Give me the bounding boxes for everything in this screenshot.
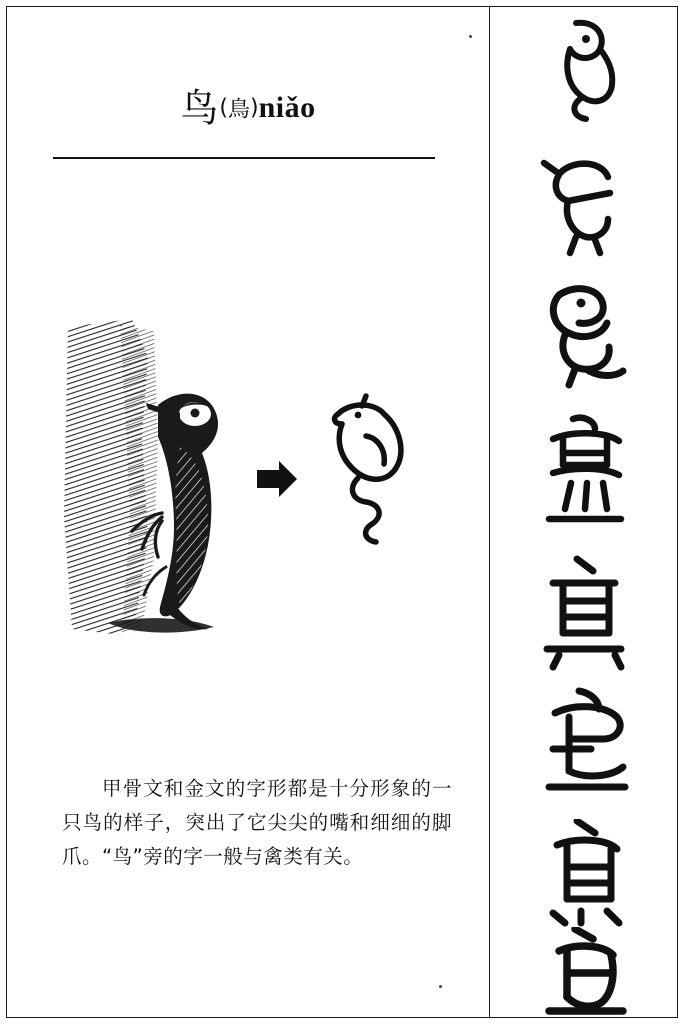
explanation-text (62, 772, 452, 874)
oracle-bone-bird-pictograph (322, 392, 432, 552)
script-form-bronze-1 (490, 279, 678, 395)
variant-open-paren: ( (219, 95, 228, 121)
script-form-oracle-bone-2 (490, 153, 678, 263)
speck-1 (469, 35, 472, 38)
headword-traditional: 鳥 (227, 97, 250, 123)
script-form-seal-1 (490, 413, 678, 535)
script-form-clerical-1 (490, 555, 678, 673)
illustration-row (7, 307, 489, 667)
script-evolution-column (490, 7, 678, 1017)
variant-close-paren: ) (250, 95, 259, 121)
script-form-regular-traditional (490, 819, 678, 931)
right-arrow-icon (255, 457, 299, 501)
script-form-regular-simplified (490, 927, 678, 1023)
title-underline (53, 157, 435, 159)
speck-2 (439, 985, 442, 988)
entry-heading (7, 86, 489, 130)
pinyin-reading: niǎo (258, 91, 316, 124)
woodpecker-photo (62, 317, 237, 642)
script-form-running-1 (490, 687, 678, 805)
main-panel (7, 7, 489, 1017)
explanation-paragraph: 甲骨文和金文的字形都是十分形象的一只鸟的样子，突出了它尖尖的嘴和细细的脚爪。“鸟”旁的字一般与禽类有关。 (62, 777, 452, 868)
headword-simplified: 鸟 (180, 86, 220, 130)
script-form-oracle-bone-1 (490, 15, 678, 127)
